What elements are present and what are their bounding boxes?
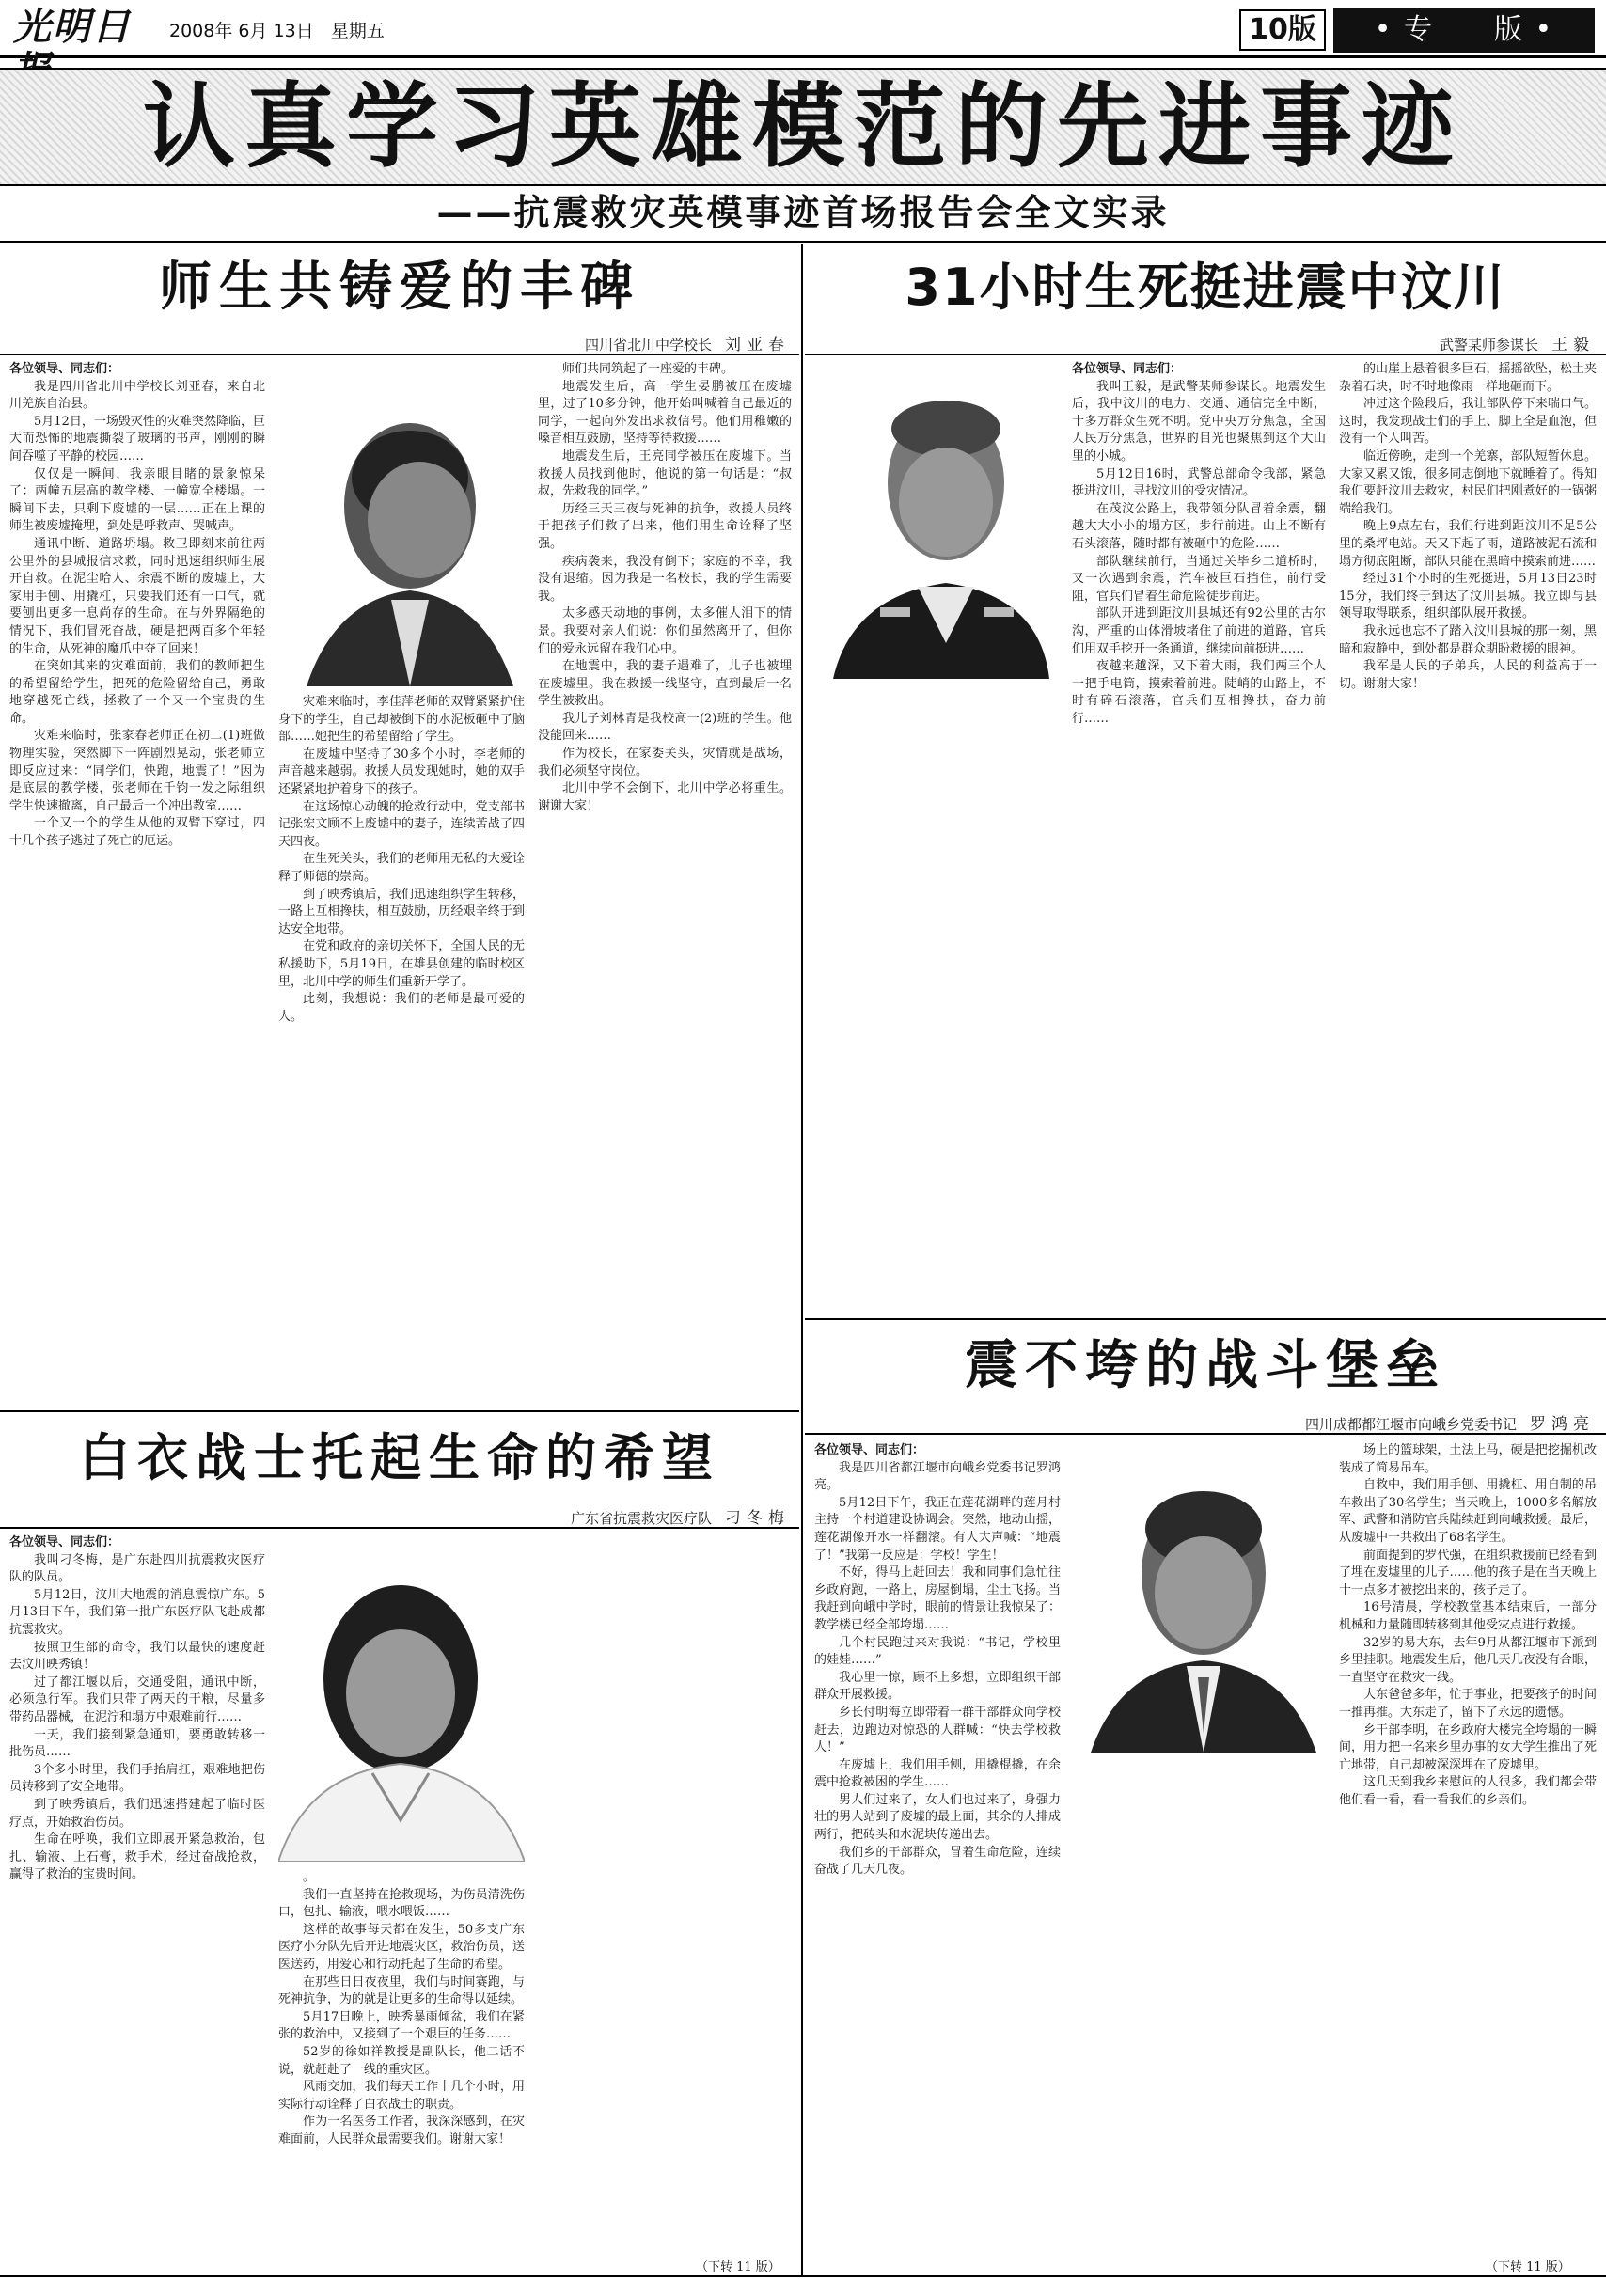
body-paragraph: 冲过这个险段后，我让部队停下来喘口气。这时，我发现战士们的手上、脚上全是血泡，但没有一个人叫苦。: [1339, 397, 1597, 447]
body-paragraph: 5月12日下午，我正在莲花湖畔的莲月村主持一个村道建设协调会。突然，地动山摇，莲花湖像开水一样翻滚。有人大声喊：“地震了！”我第一反应是：学校！学生！: [814, 1495, 1061, 1563]
article-title-teacher: 师生共铸爱的丰碑: [159, 257, 640, 318]
headline-rule: [0, 241, 1606, 243]
byline-org: 四川省北川中学校长: [584, 337, 712, 354]
byline-name: 王毅: [1551, 336, 1595, 354]
photo-teacher: [278, 365, 525, 686]
body-paragraph: 我儿子刘林青是我校高一(2)班的学生。他没能回来……: [538, 711, 792, 744]
body-paragraph: 5月12日16时，武警总部命令我部，紧急挺进汶川，寻找汶川的受灾情况。: [1072, 466, 1326, 499]
byline-org: 广东省抗震救灾医疗队: [570, 1510, 712, 1527]
portrait-man-icon: [278, 365, 525, 686]
byline-name: 刁冬梅: [725, 1509, 790, 1528]
body-paragraph: 夜越来越深，又下着大雨，我们两三个人一把手电筒，摸索着前进。陡峭的山路上，不时有碎石滚落，官兵们互相搀扶，奋力前行……: [1072, 659, 1326, 726]
body-paragraph: 生命在呼唤，我们立即展开紧急救治，包扎、输液、上石膏，救手术，经过奋战抢救，赢得了救治的宝贵时间。: [9, 1832, 265, 1882]
body-paragraph: 到了映秀镇后，我们迅速搭建起了临时医疗点，开始救治伤员。: [9, 1797, 265, 1830]
body-paragraph: 太多感天动地的事例，太多催人泪下的情景。我要对亲人们说：你们虽然离开了，但你们的爱永远留在我们心中。: [538, 606, 792, 656]
byline-org: 武警某师参谋长: [1439, 337, 1538, 354]
byline-teacher: [282, 331, 790, 354]
article-column-nurse-3: [538, 1534, 792, 2264]
article-title-nurse: 白衣战士托起生命的希望: [79, 1428, 720, 1487]
continued-note: （下转 11 版）: [696, 2260, 780, 2274]
body-paragraph: 5月12日，汶川大地震的消息震惊广东。5月13日下午，我们第一批广东医疗队飞赴成都抗震救灾。: [9, 1587, 265, 1637]
newspaper-logo: 光明日: [13, 5, 132, 49]
body-paragraph: 的山崖上悬着很多巨石，摇摇欲坠，松土夹杂着石块，时不时地像雨一样地砸而下。: [1339, 362, 1597, 394]
article-column-soldier-2: [1072, 361, 1326, 1309]
page-number: 10版: [1239, 9, 1326, 51]
body-paragraph: 这样的故事每天都在发生，50多支广东医疗小分队先后开进地震灾区，救治伤员，送医送药，用爱心和行动托起了生命的希望。: [278, 1922, 525, 1972]
body-paragraph: 各位领导、同志们：: [9, 362, 120, 376]
body-paragraph: 灾难来临时，李佳萍老师的双臂紧紧护住身下的学生，自己却被倒下的水泥板砸中了脑部……她把生的希望留给了学生。: [278, 695, 525, 745]
body-paragraph: 我是四川省都江堰市向峨乡党委书记罗鸿亮。: [814, 1460, 1061, 1493]
body-paragraph: 在地震中，我的妻子遇难了，儿子也被埋在废墟里。我在救援一线坚守，直到最后一名学生被救出。: [538, 659, 792, 709]
body-paragraph: 。: [303, 1870, 316, 1884]
body-paragraph: 到了映秀镇后，我们迅速组织学生转移，一路上互相搀扶，相互鼓励，历经艰辛终于到达安全地带。: [278, 887, 525, 936]
body-paragraph: 16号清晨，学校教堂基本结束后，一部分机械和力量随即转移到其他受灾点进行救援。: [1339, 1600, 1597, 1632]
body-paragraph: 在废墟中坚持了30多个小时，李老师的声音越来越弱。救援人员发现她时，她的双手还紧紧地护着身下的孩子。: [278, 747, 525, 796]
article-rule: [805, 354, 1606, 355]
body-paragraph: 过了都江堰以后，交通受阻，通讯中断，必须急行军。我们只带了两天的干粮，尽量多带药品器械，在泥泞和塌方中艰难前行……: [9, 1675, 265, 1724]
article-column-soldier-3: [1339, 361, 1597, 1309]
article-column-teacher-2: [278, 694, 525, 1399]
body-paragraph: 各位领导、同志们：: [814, 1443, 925, 1457]
byline-org: 四川成都都江堰市向峨乡党委书记: [1304, 1416, 1517, 1433]
portrait-woman-icon: [278, 1538, 525, 1862]
body-paragraph: 5月17日晚上，映秀暴雨倾盆，我们在紧张的救治中，又接到了一个艰巨的任务……: [278, 2009, 525, 2042]
body-paragraph: 地震发生后，高一学生晏鹏被压在废墟里，过了10多分钟，他开始叫喊着自己最近的同学，一起向外发出求救信号。他们用稚嫩的嗓音相互鼓励，坚持等待救援……: [538, 379, 792, 447]
body-paragraph: 灾难来临时，张家春老师正在初二(1)班做物理实验，突然脚下一阵剧烈晃动，张老师立即反应过来：“同学们，快跑，地震了！”因为是底层的教学楼，张老师在千钧一发之际组织学生快速撤离，自己最后一个冲出教室……: [9, 729, 265, 813]
body-paragraph: 男人们过来了，女人们也过来了，身强力壮的男人站到了废墟的最上面，其余的人排成两行，把砖头和水泥块传递出去。: [814, 1792, 1061, 1843]
body-paragraph: 几个村民跑过来对我说：“书记，学校里的娃娃……”: [814, 1635, 1061, 1668]
body-paragraph: 北川中学不会倒下，北川中学必将重生。谢谢大家！: [538, 781, 792, 813]
body-paragraph: 作为校长，在家委关头，灾情就是战场，我们必须坚守岗位。: [538, 747, 792, 778]
photo-fortress: [1072, 1442, 1328, 1753]
body-paragraph: 部队继续前行，当通过关毕乡二道桥时，又一次遇到余震，汽车被巨石挡住，前行受阻，官兵们冒着生命危险徒步前进。: [1072, 554, 1326, 604]
body-paragraph: 一个又一个的学生从他的双臂下穿过，四十几个孩子逃过了死亡的厄运。: [9, 816, 265, 849]
body-paragraph: 我叫刁冬梅，是广东赴四川抗震救灾医疗队的队员。: [9, 1552, 265, 1585]
body-paragraph: 乡干部李明，在乡政府大楼完全垮塌的一瞬间，用力把一名来乡里办事的女大学生推出了死亡地带，自己却被深深埋在了废墟里。: [1339, 1722, 1597, 1772]
body-paragraph: 此刻，我想说：我们的老师是最可爱的人。: [278, 992, 525, 1024]
article-column-soldier-1: [814, 686, 1061, 1307]
left-section-rule: [0, 1410, 799, 1412]
portrait-official-icon: [1072, 1442, 1328, 1753]
body-paragraph: 我们乡的干部群众，冒着生命危险，连续奋战了几天几夜。: [814, 1845, 1061, 1878]
body-paragraph: 在茂汶公路上，我带领分队冒着余震，翻越大大小小的塌方区，步行前进。山上不断有石头滚落，随时都有被砸中的危险……: [1072, 501, 1326, 551]
right-section-rule: [805, 1318, 1606, 1320]
page-subheadline: ——抗震救灾英模事迹首场报告会全文实录: [436, 191, 1170, 233]
dateline: [169, 17, 385, 42]
article-column-nurse-2: [278, 1869, 525, 2264]
body-paragraph: 各位领导、同志们：: [9, 1535, 120, 1549]
photo-soldier: [814, 361, 1061, 679]
body-paragraph: 不好，得马上赶回去！我和同事们急忙往乡政府跑，一路上，房屋倒塌，尘土飞扬。当我赶到向峨中学时，眼前的情景让我惊呆了：教学楼已经全部垮塌……: [814, 1565, 1061, 1632]
byline-name: 刘亚春: [725, 336, 790, 354]
article-column-fortress-1: [814, 1442, 1061, 2264]
article-title-soldier: 31小时生死挺进震中汶川: [905, 258, 1506, 317]
article-column-teacher-1: [9, 361, 265, 1399]
body-paragraph: 自救中，我们用手刨、用撬杠、用自制的吊车救出了30名学生；当天晚上，1000多名解放军、武警和消防官兵陆续赶到向峨救援。最后，从废墟中一共救出了68名学生。: [1339, 1478, 1597, 1545]
body-paragraph: 3个多小时里，我们手抬肩扛，艰难地把伤员转移到了安全地带。: [9, 1762, 265, 1795]
page-headline: 认真学习英雄模范的先进事迹: [142, 73, 1463, 181]
body-paragraph: 乡长付明海立即带着一群干部群众向学校赶去，边跑边对惊恐的人群喊：“快去学校救人！”: [814, 1705, 1061, 1755]
issue-weekday: 星期五: [330, 21, 385, 41]
body-paragraph: 按照卫生部的命令，我们以最快的速度赶去汶川映秀镇！: [9, 1640, 265, 1673]
body-paragraph: 在生死关头，我们的老师用无私的大爱诠释了师德的崇高。: [278, 852, 525, 884]
body-paragraph: 我叫王毅，是武警某师参谋长。地震发生后，我中汶川的电力、交通、通信完全中断，十多万群众生死不明。党中央万分焦急，全国人民万分焦急，世界的目光也聚焦到这个大山里的小城。: [1072, 379, 1326, 464]
body-paragraph: 我心里一惊，顾不上多想，立即组织干部群众开展救援。: [814, 1670, 1061, 1703]
body-paragraph: 大东爸爸多年，忙于事业，把要孩子的时间一推再推。大东走了，留下了永远的遗憾。: [1339, 1688, 1597, 1720]
article-column-fortress-2: [1339, 1442, 1597, 2264]
body-paragraph: 各位领导、同志们：: [1072, 362, 1183, 376]
byline-nurse: [282, 1504, 790, 1528]
continued-note: （下转 11 版）: [1486, 2260, 1570, 2274]
body-paragraph: 通讯中断、道路坍塌。救卫即刻来前往两公里外的县城报信求救，同时迅速组织师生展开自救。在泥尘哈人、余震不断的废墟上，大家用手刨、用撬杠，只要我们还有一口气，就要刨出更多一息尚存的生命。在与外界隔绝的情况下，我们冒死奋战，硬是把两百多个年轻的生命，从死神的魔爪中夺了回来！: [9, 536, 265, 656]
body-paragraph: 在突如其来的灾难面前，我们的教师把生的希望留给学生，把死的危险留给自己，勇敢地穿越死亡线，拯救了一个又一个宝贵的生命。: [9, 659, 265, 726]
body-paragraph: 作为一名医务工作者，我深深感到，在灾难面前，人民群众最需要我们。谢谢大家！: [278, 2115, 525, 2147]
article-rule: [0, 1527, 799, 1529]
body-paragraph: 仅仅是一瞬间，我亲眼目睹的景象惊呆了：两幢五层高的教学楼、一幢宽全楼塌。一瞬间下去，只剩下废墟的一层……正在上课的师生被废墟掩埋，到处是呼救声、哭喊声。: [9, 466, 265, 534]
body-paragraph: 在这场惊心动魄的抢救行动中，党支部书记张宏文顾不上废墟中的妻子，连续苦战了四天四夜。: [278, 799, 525, 849]
body-paragraph: 晚上9点左右，我们行进到距汶川不足5公里的桑坪电站。天又下起了雨，道路被泥石流和塌方彻底阻断，部队只能在黑暗中摸索前进……: [1339, 519, 1597, 569]
photo-nurse: [278, 1538, 525, 1862]
article-title-fortress: 震不垮的战斗堡垒: [965, 1335, 1446, 1396]
body-paragraph: 52岁的徐如祥教授是副队长，他二话不说，就赶赴了一线的重灾区。: [278, 2044, 525, 2077]
body-paragraph: 疾病袭来，我没有倒下；家庭的不幸，我没有退缩。因为我是一名校长，我的学生需要我。: [538, 554, 792, 604]
body-paragraph: 我是四川省北川中学校长刘亚春，来自北川羌族自治县。: [9, 379, 265, 412]
byline-fortress: [1081, 1410, 1595, 1434]
body-paragraph: 我永远也忘不了踏入汶川县城的那一刻，黑暗和寂静中，到处都是群众期盼救援的眼神。: [1339, 623, 1597, 656]
body-paragraph: 经过31个小时的生死挺进，5月13日23时15分，我们终于到达了汶川县城。我立即与县领导取得联系，组织部队展开救援。: [1339, 572, 1597, 621]
footer-rule: [0, 2275, 1606, 2277]
body-paragraph: 在党和政府的亲切关怀下，全国人民的无私援助下，5月19日，在雄县创建的临时校区里，北川中学的师生们重新开学了。: [278, 939, 525, 989]
byline-name: 罗鸿亮: [1530, 1415, 1595, 1434]
body-paragraph: 一天，我们接到紧急通知，要勇敢转移一批伤员……: [9, 1727, 265, 1760]
portrait-officer-icon: [814, 361, 1061, 679]
body-paragraph: 前面提到的罗代强，在组织救援前已经看到了埋在废墟里的儿子……他的孩子是在当天晚上十一点多才被挖出来的，孩子走了。: [1339, 1548, 1597, 1597]
body-paragraph: 32岁的易大东，去年9月从都江堰市下派到乡里挂职。地震发生后，他几天几夜没有合眼，一直坚守在救灾一线。: [1339, 1635, 1597, 1685]
article-column-nurse-1: [9, 1534, 265, 2264]
article-rule: [0, 354, 799, 355]
body-paragraph: 5月12日，一场毁灭性的灾难突然降临，巨大而恐怖的地震撕裂了玻璃的书声，刚刚的瞬间吞噬了平静的校园……: [9, 414, 265, 464]
body-paragraph: 地震发生后，王亮同学被压在废墟下。当救援人员找到他时，他说的第一句话是：“叔叔，先救我的同学。”: [538, 448, 792, 499]
body-paragraph: 临近傍晚，走到一个羌寨，部队短暂休息。大家又累又饿，很多同志倒地下就睡着了。得知我们要赶汶川去救灾，村民们把刚煮好的一锅粥端给我们。: [1339, 448, 1597, 516]
article-column-teacher-3: [538, 361, 792, 1399]
body-paragraph: 在那些日日夜夜里，我们与时间赛跑，与死神抗争，为的就是让更多的生命得以延续。: [278, 1974, 525, 2007]
body-paragraph: 我军是人民的子弟兵，人民的利益高于一切。谢谢大家！: [1339, 659, 1597, 691]
body-paragraph: 风雨交加，我们每天工作十几个小时，用实际行动诠释了白衣战士的职责。: [278, 2080, 525, 2112]
issue-date: 2008年 6月 13日: [169, 21, 314, 41]
body-paragraph: 我们一直坚持在抢救现场，为伤员清洗伤口，包扎、输液，喂水喂饭……: [278, 1887, 525, 1920]
section-label: • 专 版 •: [1333, 8, 1595, 53]
body-paragraph: 在废墟上，我们用手刨，用撬棍撬，在余震中抢救被困的学生……: [814, 1757, 1061, 1790]
body-paragraph: 这几天到我乡来慰问的人很多，我们都会带他们看一看，看一看我们的乡亲们。: [1339, 1775, 1597, 1807]
body-paragraph: 历经三天三夜与死神的抗争，救援人员终于把孩子们救了出来，他们用生命诠释了坚强。: [538, 501, 792, 551]
byline-soldier: [1091, 331, 1595, 354]
body-paragraph: 部队开进到距汶川县城还有92公里的古尔沟，严重的山体滑坡堵住了前进的道路，官兵们用双手挖开一条通道，继续向前挺进……: [1072, 606, 1326, 656]
article-rule: [805, 1433, 1606, 1435]
body-paragraph: 场上的篮球架，土法上马，硬是把挖掘机改装成了简易吊车。: [1339, 1443, 1597, 1475]
center-column-rule: [801, 244, 803, 2275]
body-paragraph: 师们共同筑起了一座爱的丰碑。: [562, 362, 734, 376]
